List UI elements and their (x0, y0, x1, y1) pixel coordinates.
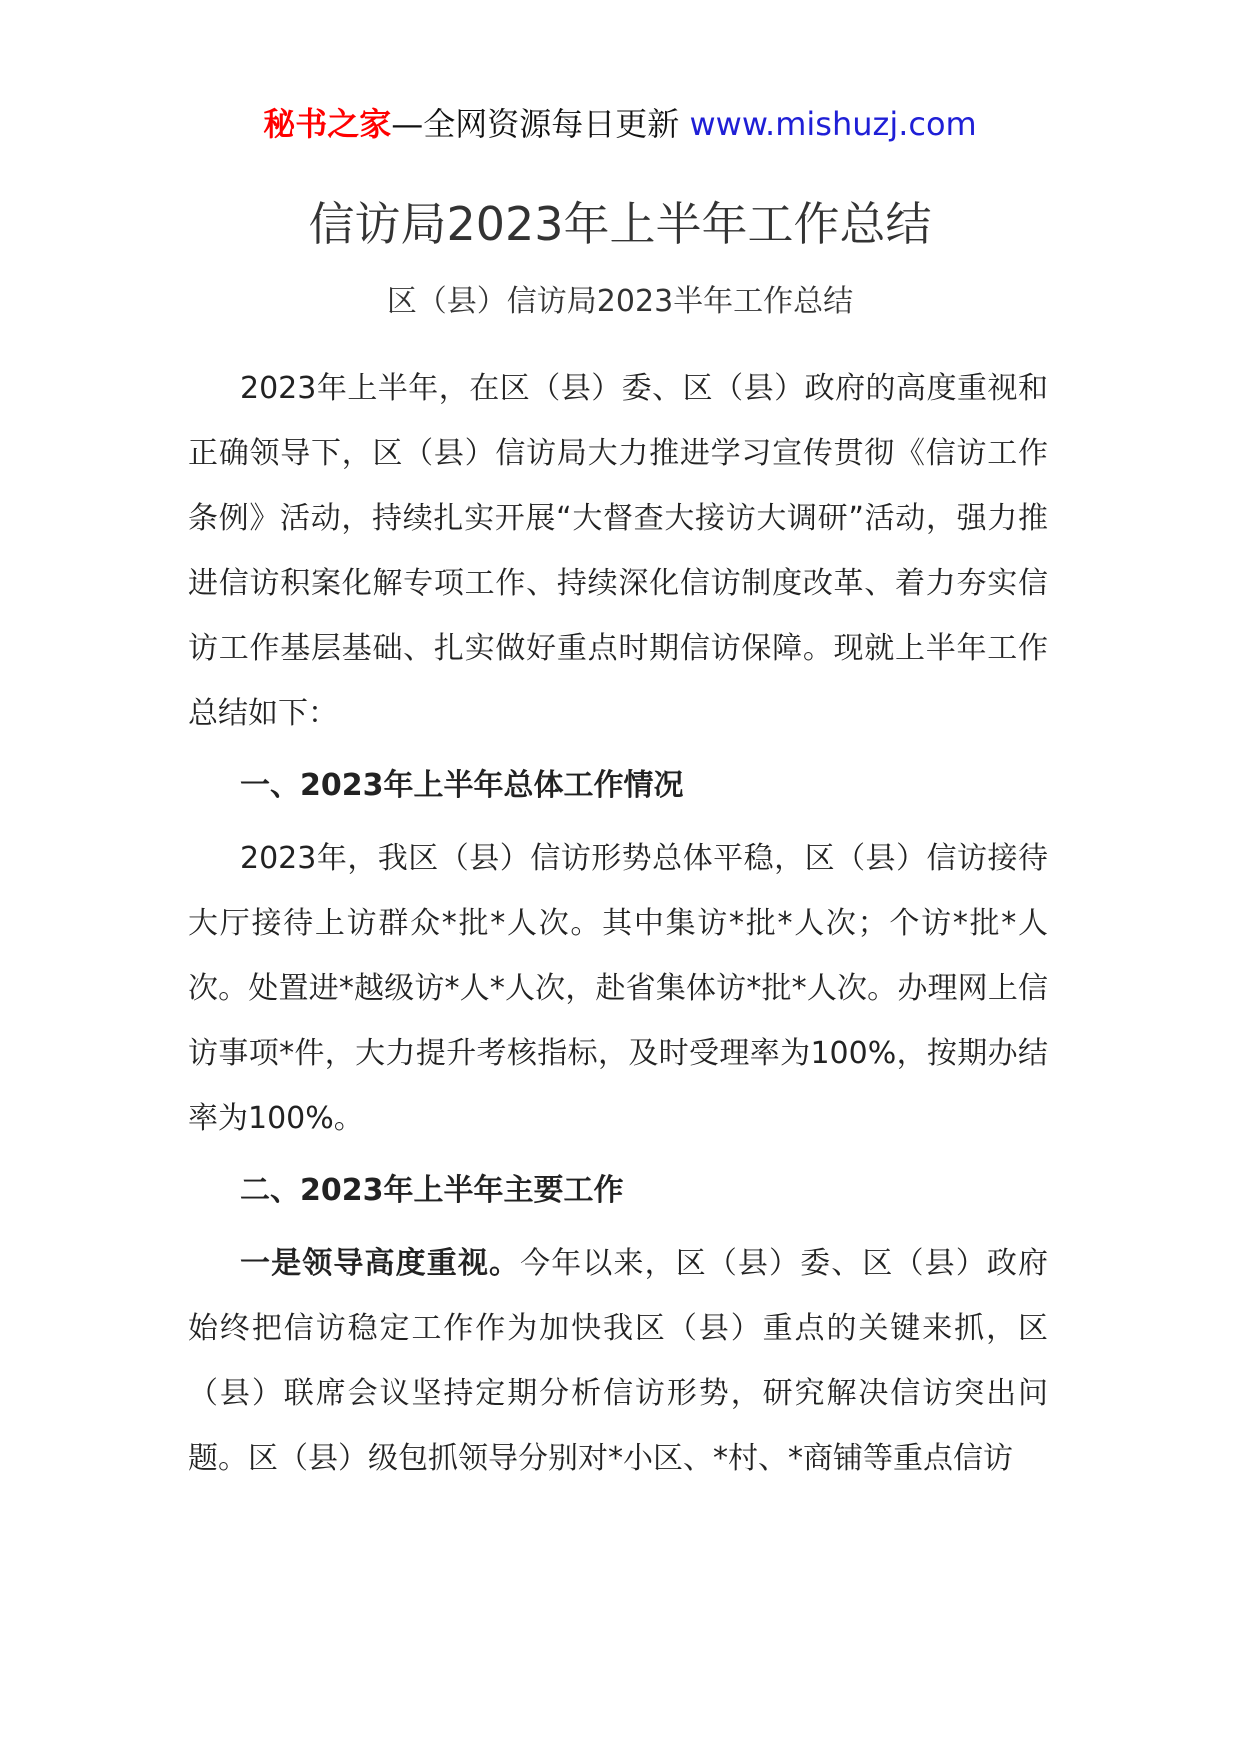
spacer (188, 1213, 1048, 1231)
paragraph-body: 今年以来，区（县）委、区（县）政府始终把信访稳定工作作为加快我区（县）重点的关键来抓，区（县）联席会议坚持定期分析信访形势，研究解决信访突出问题。区（县）级包抓领导分别对*小区、*村、*商铺等重点信访 (188, 1246, 1049, 1476)
header-tagline: —全网资源每日更新 (391, 105, 680, 143)
document-body (188, 356, 1048, 1491)
section2-paragraph-1 (188, 1231, 1048, 1491)
intro-paragraph: 2023年上半年，在区（县）委、区（县）政府的高度重视和正确领导下，区（县）信访局大力推进学习宣传贯彻《信访工作条例》活动，持续扎实开展“大督查大接访大调研”活动，强力推进信访积案化解专项工作、持续深化信访制度改革、着力夯实信访工作基层基础、扎实做好重点时期信访保障。现就上半年工作总结如下： (188, 371, 1048, 731)
paragraph-lead: 一是领导高度重视。 (240, 1246, 521, 1281)
section-heading-1: 一、2023年上半年总体工作情况 (240, 768, 684, 803)
site-url-link[interactable]: www.mishuzj.com (689, 105, 977, 143)
document-title: 信访局2023年上半年工作总结 (308, 197, 932, 251)
brand-name: 秘书之家 (263, 105, 392, 143)
section1-paragraph: 2023年，我区（县）信访形势总体平稳，区（县）信访接待大厅接待上访群众*批*人次。其中集访*批*人次；个访*批*人次。处置进*越级访*人*人次，赴省集体访*批*人次。办理网上信访事项*件，大力提升考核指标，及时受理率为100%，按期办结率为100%。 (188, 841, 1048, 1136)
site-header (0, 100, 1240, 148)
spacer (188, 1151, 1048, 1169)
spacer (188, 808, 1048, 826)
document-subtitle: 区（县）信访局2023半年工作总结 (386, 284, 854, 319)
section-heading-2: 二、2023年上半年主要工作 (240, 1173, 624, 1208)
spacer (188, 746, 1048, 764)
